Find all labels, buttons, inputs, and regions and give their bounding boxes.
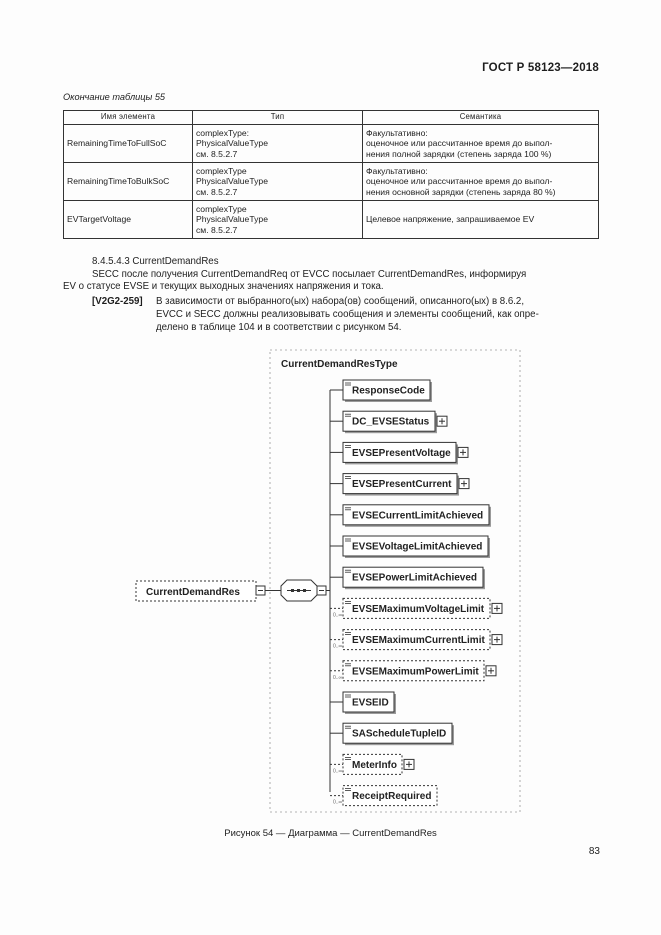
table-row [64,201,599,239]
figure-caption: Рисунок 54 — Диаграмма — CurrentDemandRes [224,828,437,839]
table-header-row [64,111,599,125]
type-line: complexType [196,165,247,176]
element-label: ReceiptRequired [352,791,432,803]
expand-plus-icon[interactable] [486,666,496,676]
column-header-type: Тип [193,111,363,125]
requirement-text-line: делено в таблице 104 и в соответствии с рисунком 54. [156,322,402,333]
element-label: EVSEMaximumCurrentLimit [352,635,485,647]
optional-marker: 0..∞ [333,768,343,775]
requirement-text-line: В зависимости от выбранного(ых) набора(ов) сообщений, описанного(ых) в 8.6.2, [156,296,525,307]
semantics-line: Факультативно: [366,127,428,138]
semantics-line: Целевое напряжение, запрашиваемое EV [366,214,535,225]
intro-text-line: EV о статусе EVSE и текущих выходных значениях напряжения и тока. [63,281,384,292]
elements-table [63,110,599,239]
schema-diagram [0,340,661,820]
type-line: см. 8.5.2.7 [196,148,238,159]
type-line: см. 8.5.2.7 [196,186,238,197]
collapse-icon[interactable] [317,586,326,595]
semantics-line: нения полной зарядки (степень заряда 100 %) [366,148,552,159]
element-label: SAScheduleTupleID [352,728,447,740]
intro-text-line: SECC после получения CurrentDemandReq от EVCC посылает CurrentDemandRes, информируя [92,269,527,280]
optional-marker: 0..∞ [333,799,343,806]
expand-plus-icon[interactable] [492,603,502,613]
element-label: EVSEMaximumVoltageLimit [352,603,485,615]
expand-plus-icon[interactable] [492,635,502,645]
type-line: см. 8.5.2.7 [196,224,238,235]
column-header-semantics: Семантика [363,111,599,125]
cell-type [193,163,363,201]
optional-marker: 0..∞ [333,612,343,619]
requirement-tag: [V2G2-259] [92,296,143,307]
expand-plus-icon[interactable] [458,447,468,457]
cell-semantics [363,201,599,239]
element-label: EVSEPresentVoltage [352,447,451,459]
cell-element-name: RemainingTimeToFullSoC [64,125,193,163]
element-label: EVSEID [352,697,389,709]
table-row [64,125,599,163]
element-label: EVSEPowerLimitAchieved [352,572,478,584]
cell-element-name: RemainingTimeToBulkSoC [64,163,193,201]
optional-marker: 0..∞ [333,643,343,650]
element-label: EVSECurrentLimitAchieved [352,510,484,522]
element-label: MeterInfo [352,759,397,771]
table-row [64,163,599,201]
page-number: 83 [588,846,600,857]
cell-type [193,125,363,163]
semantics-line: Факультативно: [366,165,428,176]
document-standard-header: ГОСТ Р 58123—2018 [482,62,599,74]
root-element-label: CurrentDemandRes [146,587,240,598]
type-line: PhysicalValueType [196,214,268,225]
semantics-line: оценочное или рассчитанное время до выпол- [366,138,553,149]
section-heading: 8.4.5.4.3 CurrentDemandRes [92,256,219,267]
cell-type [193,201,363,239]
requirement-text-line: EVCC и SECC должны реализовывать сообщения и элементы сообщений, как опре- [156,309,539,320]
expand-plus-icon[interactable] [404,759,414,769]
type-line: PhysicalValueType [196,176,268,187]
collapse-icon[interactable] [256,586,265,595]
element-label: EVSEVoltageLimitAchieved [352,541,483,553]
type-line: complexType: [196,127,250,138]
semantics-line: нения основной зарядки (степень заряда 80 %) [366,186,556,197]
semantics-line: оценочное или рассчитанное время до выпол- [366,176,553,187]
element-label: ResponseCode [352,385,425,397]
cell-semantics [363,125,599,163]
optional-marker: 0..∞ [333,674,343,681]
element-label: EVSEPresentCurrent [352,479,452,491]
column-header-name: Имя элемента [64,111,193,125]
expand-plus-icon[interactable] [459,479,469,489]
element-label: DC_EVSEStatus [352,416,430,428]
sequence-compositor-icon [281,580,317,601]
type-line: PhysicalValueType [196,138,268,149]
cell-element-name: EVTargetVoltage [64,201,193,239]
expand-plus-icon[interactable] [437,416,447,426]
type-line: complexType [196,203,247,214]
cell-semantics [363,163,599,201]
table-caption: Окончание таблицы 55 [63,92,166,102]
type-name-label: CurrentDemandResType [281,359,398,370]
element-label: EVSEMaximumPowerLimit [352,666,479,678]
